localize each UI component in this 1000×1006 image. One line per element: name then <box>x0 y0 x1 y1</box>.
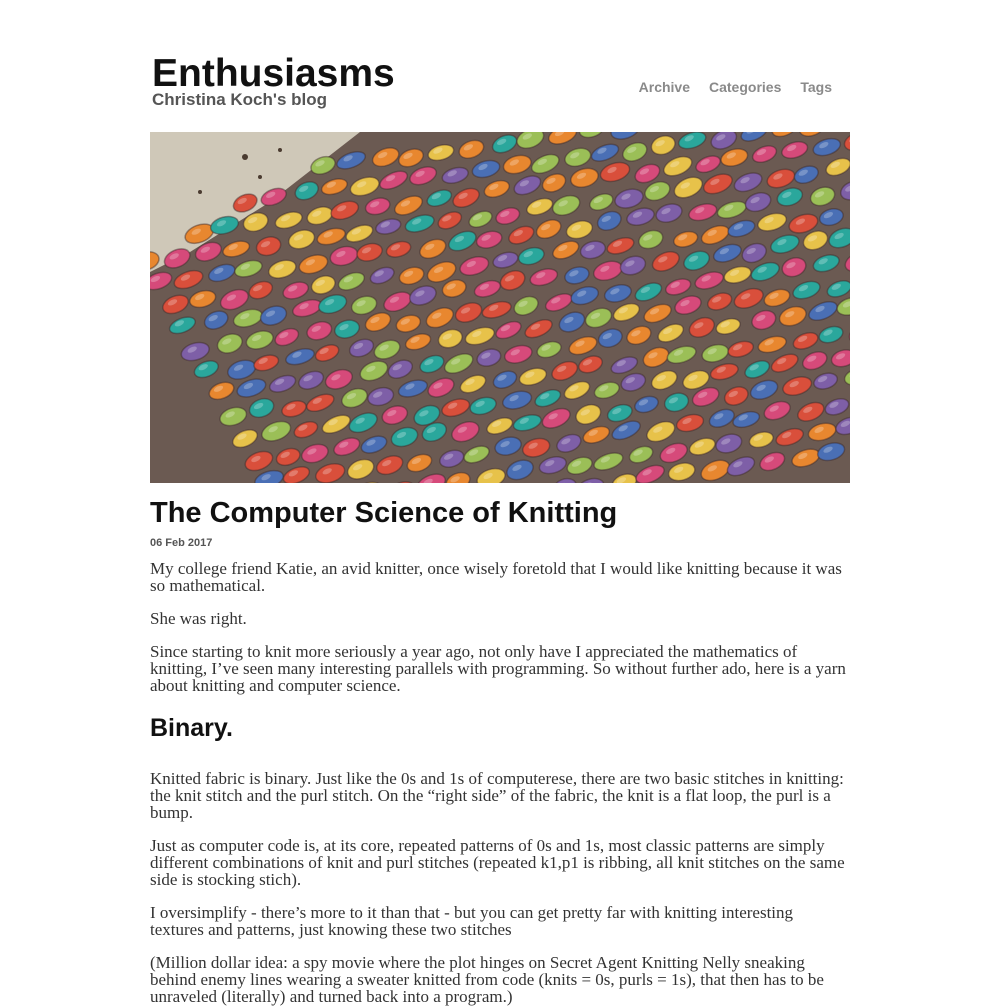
section-heading-binary: Binary. <box>150 712 850 744</box>
nav-categories-link[interactable]: Categories <box>709 79 781 95</box>
site-title-link[interactable]: Enthusiasms <box>152 52 395 96</box>
post-paragraph: (Million dollar idea: a spy movie where the plot hinges on Secret Agent Knitting Nelly sneaking behind enemy lines wearing a sweater knitted from code (knits = 0s, purls = 1s), that then has to be unraveled (literally) and turned back into a program.) <box>150 954 850 1005</box>
post-date: 06 Feb 2017 <box>150 536 850 551</box>
post-paragraph: She was right. <box>150 610 850 627</box>
blog-post <box>150 495 850 1005</box>
knitting-photo <box>150 132 850 483</box>
nav-archive-link[interactable]: Archive <box>639 79 690 95</box>
post-paragraph: Since starting to knit more seriously a year ago, not only have I appreciated the mathematics of knitting, I’ve seen many interesting parallels with programming. So without further ado, here is a yarn about knitting and computer science. <box>150 643 850 694</box>
post-paragraph: My college friend Katie, an avid knitter, once wisely foretold that I would like knitting because it was so mathematical. <box>150 560 850 594</box>
post-paragraph: Just as computer code is, at its core, repeated patterns of 0s and 1s, most classic patterns are simply different combinations of knit and purl stitches (repeated k1,p1 is ribbing, all knit stitches on the same side is stocking stich). <box>150 837 850 888</box>
post-paragraph: I oversimplify - there’s more to it than that - but you can get pretty far with knitting interesting textures and patterns, just knowing these two stitches <box>150 904 850 938</box>
post-paragraph: Knitted fabric is binary. Just like the 0s and 1s of computerese, there are two basic stitches in knitting: the knit stitch and the purl stitch. On the “right side” of the fabric, the knit is a flat loop, the purl is a bump. <box>150 770 850 821</box>
site-header <box>152 52 852 122</box>
site-subtitle: Christina Koch's blog <box>152 89 327 111</box>
hero-knitting-image <box>150 132 850 483</box>
nav-tags-link[interactable]: Tags <box>800 79 832 95</box>
post-title: The Computer Science of Knitting <box>150 495 850 531</box>
main-nav <box>639 79 832 95</box>
